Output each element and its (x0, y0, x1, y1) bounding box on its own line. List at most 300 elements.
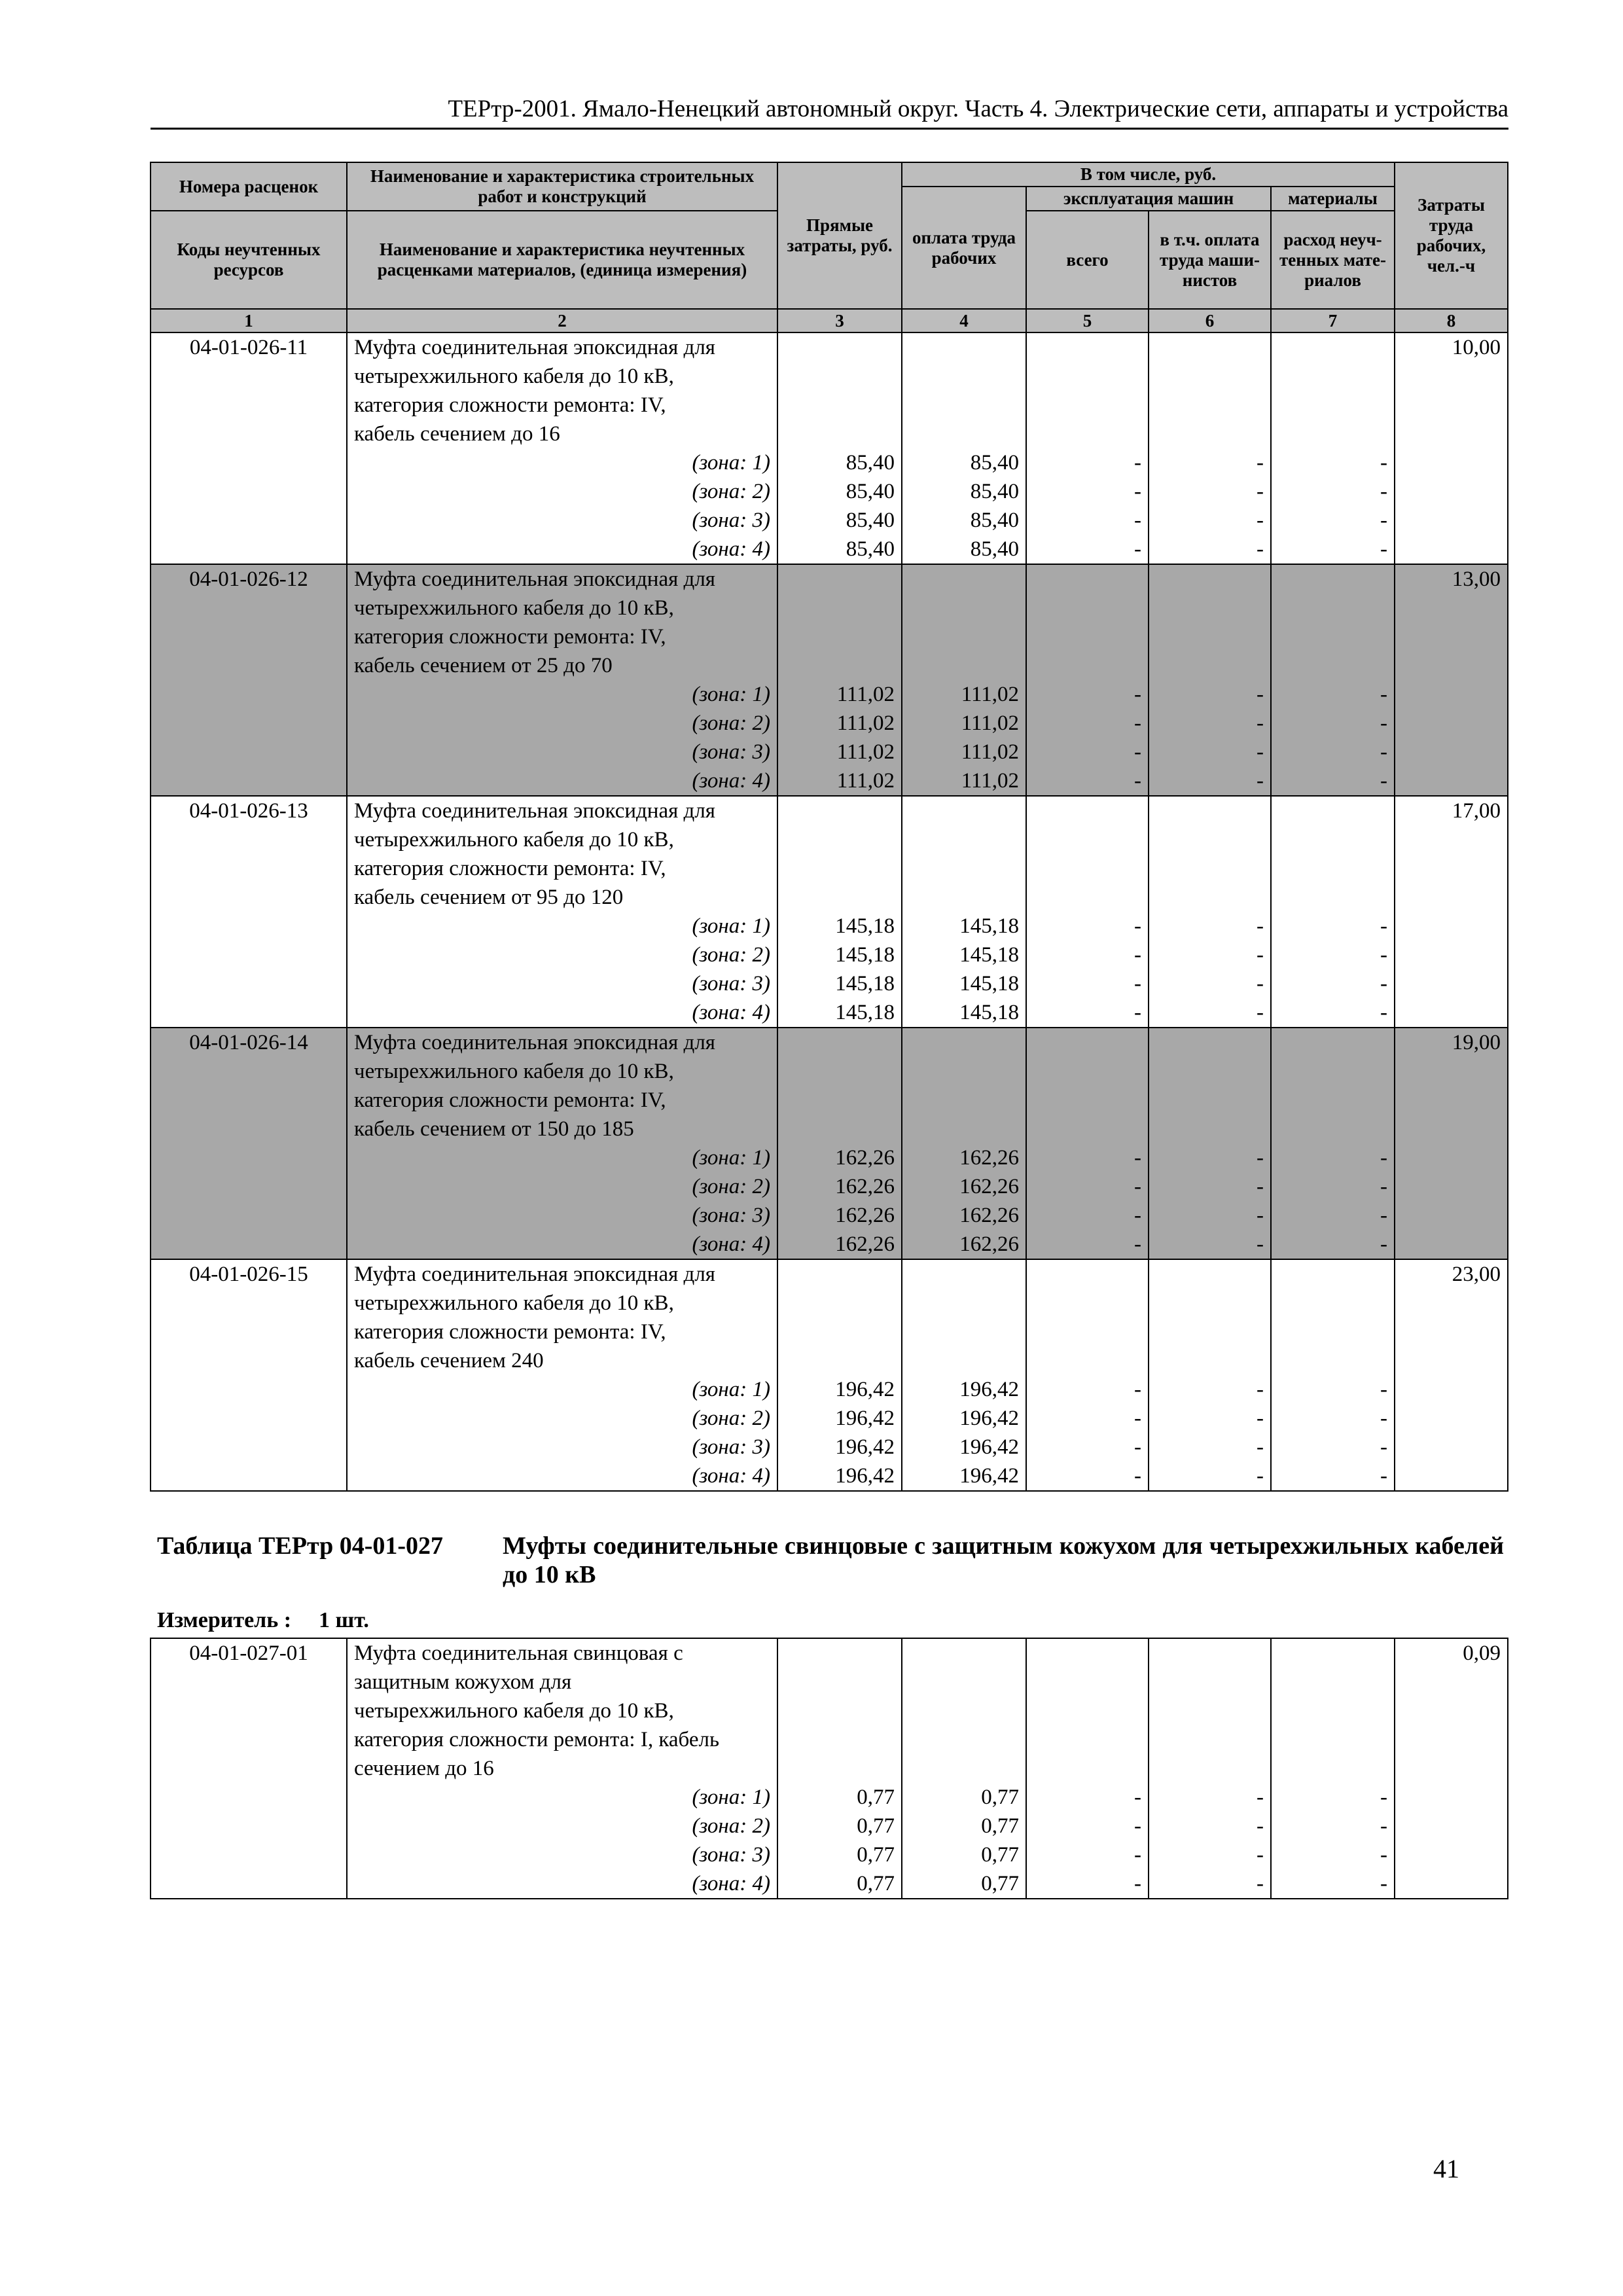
blank-line (909, 1725, 1019, 1754)
description-line: Муфта соединительная эпоксидная для (354, 567, 715, 591)
blank-line (785, 797, 895, 825)
col-direct-costs: Прямые затраты, руб. (777, 162, 902, 309)
material-consumption: - (1380, 537, 1387, 561)
rate-code-text: 04-01-026-13 (189, 799, 308, 823)
material-consumption: - (1380, 943, 1387, 967)
machine-total: - (1134, 480, 1141, 503)
worker-pay: 85,40 (970, 509, 1019, 532)
col-materials: материалы (1271, 187, 1395, 211)
blank-line (1278, 651, 1387, 680)
blank-line (1033, 1346, 1141, 1375)
description-line: Муфта соединительная эпоксидная для (354, 1031, 715, 1054)
zone-label: (зона: 2) (692, 480, 770, 503)
col-number: 6 (1149, 309, 1271, 332)
rate-code-text: 04-01-026-12 (189, 567, 308, 591)
material-consumption-cell (1271, 1638, 1395, 1899)
labor-cost-cell (1395, 332, 1508, 564)
blank-line (1033, 651, 1141, 680)
blank-line (909, 1086, 1019, 1115)
machinist-pay: - (1257, 683, 1264, 706)
blank-line (1033, 883, 1141, 912)
description-line: категория сложности ремонта: IV, (354, 393, 666, 417)
blank-line (909, 594, 1019, 622)
direct-cost: 85,40 (846, 537, 895, 561)
blank-line (785, 1696, 895, 1725)
labor-cost-cell (1395, 796, 1508, 1028)
worker-pay: 111,02 (961, 740, 1019, 764)
blank-line (1033, 333, 1141, 362)
blank-line (1278, 1115, 1387, 1143)
material-consumption: - (1380, 769, 1387, 793)
worker-pay: 145,18 (959, 943, 1019, 967)
material-consumption: - (1380, 914, 1387, 938)
machinist-pay-cell (1149, 332, 1271, 564)
direct-cost-cell (777, 1028, 902, 1259)
rate-code-text: 04-01-026-15 (189, 1263, 308, 1286)
blank-line (909, 825, 1019, 854)
machine-total: - (1134, 1407, 1141, 1430)
machine-total: - (1134, 1435, 1141, 1459)
table-row (151, 1028, 1508, 1259)
machine-total: - (1134, 509, 1141, 532)
blank-line (785, 1289, 895, 1318)
blank-line (1278, 1028, 1387, 1057)
material-consumption: - (1380, 1872, 1387, 1895)
blank-line (785, 1318, 895, 1346)
blank-line (785, 391, 895, 420)
blank-line (1278, 1289, 1387, 1318)
machinist-pay: - (1257, 1407, 1264, 1430)
blank-line (785, 883, 895, 912)
worker-pay: 196,42 (959, 1435, 1019, 1459)
blank-line (1156, 565, 1264, 594)
rate-code-text: 04-01-027-01 (189, 1641, 308, 1665)
machinist-pay: - (1257, 943, 1264, 967)
machine-total: - (1134, 914, 1141, 938)
worker-pay: 111,02 (961, 769, 1019, 793)
machinist-pay-cell (1149, 564, 1271, 796)
col-resource-codes: Коды неучтенных ресурсов (151, 211, 347, 309)
worker-pay: 145,18 (959, 972, 1019, 996)
direct-cost: 145,18 (835, 914, 895, 938)
blank-line (785, 1668, 895, 1696)
direct-cost: 162,26 (835, 1146, 895, 1170)
direct-cost: 0,77 (857, 1872, 895, 1895)
table-row (151, 1259, 1508, 1491)
blank-line (1278, 362, 1387, 391)
blank-line (785, 622, 895, 651)
blank-line (785, 1086, 895, 1115)
worker-pay: 85,40 (970, 480, 1019, 503)
blank-line (909, 797, 1019, 825)
machine-total-cell (1026, 564, 1149, 796)
col-material-name: Наименование и характеристика неучтенных расценками материалов, (единица измерения) (347, 211, 777, 309)
material-consumption: - (1380, 740, 1387, 764)
table-row (151, 1638, 1508, 1899)
rates-table-2 (150, 1638, 1508, 1899)
machine-total: - (1134, 1001, 1141, 1024)
blank-line (909, 391, 1019, 420)
worker-pay-cell (902, 1638, 1026, 1899)
blank-line (1156, 797, 1264, 825)
description-line: четырехжильного кабеля до 10 кВ, (354, 1699, 674, 1723)
zone-label: (зона: 4) (692, 537, 770, 561)
worker-pay: 145,18 (959, 914, 1019, 938)
machine-total: - (1134, 1872, 1141, 1895)
blank-line (1156, 854, 1264, 883)
col-number: 1 (151, 309, 347, 332)
blank-line (1033, 1318, 1141, 1346)
zone-label: (зона: 3) (692, 1204, 770, 1227)
machinist-pay-cell (1149, 1028, 1271, 1259)
machinist-pay: - (1257, 1814, 1264, 1838)
blank-line (1278, 1668, 1387, 1696)
blank-line (1278, 333, 1387, 362)
blank-line (1033, 1696, 1141, 1725)
col-labor-costs: Затраты труда рабочих, чел.-ч (1395, 162, 1508, 309)
machine-total: - (1134, 1378, 1141, 1401)
material-consumption-cell (1271, 1028, 1395, 1259)
direct-cost-cell (777, 332, 902, 564)
machine-total: - (1134, 1814, 1141, 1838)
material-consumption: - (1380, 711, 1387, 735)
col-number: 5 (1026, 309, 1149, 332)
material-consumption: - (1380, 1146, 1387, 1170)
machine-total-cell (1026, 1638, 1149, 1899)
direct-cost: 111,02 (836, 740, 895, 764)
blank-line (909, 1639, 1019, 1668)
blank-line (1156, 391, 1264, 420)
worker-pay-cell (902, 564, 1026, 796)
material-consumption: - (1380, 683, 1387, 706)
rate-code (151, 1028, 347, 1259)
blank-line (785, 1725, 895, 1754)
description-line: четырехжильного кабеля до 10 кВ, (354, 1060, 674, 1083)
col-number: 4 (902, 309, 1026, 332)
direct-cost: 162,26 (835, 1204, 895, 1227)
machine-total: - (1134, 1232, 1141, 1256)
worker-pay: 145,18 (959, 1001, 1019, 1024)
material-consumption: - (1380, 1435, 1387, 1459)
machinist-pay-cell (1149, 1259, 1271, 1491)
blank-line (1033, 1725, 1141, 1754)
zone-label: (зона: 3) (692, 1843, 770, 1867)
blank-line (1033, 594, 1141, 622)
blank-line (1033, 1668, 1141, 1696)
direct-cost: 162,26 (835, 1175, 895, 1198)
page-header: ТЕРтр-2001. Ямало-Ненецкий автономный округ. Часть 4. Электрические сети, аппараты и устройства (151, 95, 1508, 130)
machinist-pay: - (1257, 1001, 1264, 1024)
rate-code (151, 1259, 347, 1491)
zone-label: (зона: 3) (692, 1435, 770, 1459)
worker-pay: 85,40 (970, 451, 1019, 475)
zone-label: (зона: 1) (692, 1146, 770, 1170)
material-consumption-cell (1271, 332, 1395, 564)
zone-label: (зона: 2) (692, 943, 770, 967)
blank-line (1278, 1057, 1387, 1086)
machine-total: - (1134, 1204, 1141, 1227)
blank-line (1156, 333, 1264, 362)
zone-label: (зона: 2) (692, 1407, 770, 1430)
machine-total: - (1134, 1146, 1141, 1170)
blank-line (785, 1115, 895, 1143)
table-head (151, 162, 1508, 332)
direct-cost: 85,40 (846, 509, 895, 532)
blank-line (1278, 1725, 1387, 1754)
blank-line (909, 1115, 1019, 1143)
blank-line (1156, 1696, 1264, 1725)
worker-pay-cell (902, 332, 1026, 564)
material-consumption: - (1380, 480, 1387, 503)
blank-line (1278, 883, 1387, 912)
table-label: Таблица ТЕРтр 04-01-027 (157, 1532, 444, 1560)
material-consumption: - (1380, 1175, 1387, 1198)
blank-line (1156, 1028, 1264, 1057)
table-row (151, 796, 1508, 1028)
direct-cost: 162,26 (835, 1232, 895, 1256)
machinist-pay: - (1257, 972, 1264, 996)
rate-description (347, 1638, 777, 1899)
material-consumption: - (1380, 1785, 1387, 1809)
worker-pay: 111,02 (961, 683, 1019, 706)
description-line: категория сложности ремонта: I, кабель (354, 1728, 720, 1751)
description-line: кабель сечением от 150 до 185 (354, 1117, 634, 1141)
blank-line (785, 1754, 895, 1783)
direct-cost: 0,77 (857, 1843, 895, 1867)
machine-total: - (1134, 769, 1141, 793)
machine-total: - (1134, 537, 1141, 561)
description-line: категория сложности ремонта: IV, (354, 1320, 666, 1344)
blank-line (785, 594, 895, 622)
worker-pay: 196,42 (959, 1407, 1019, 1430)
worker-pay: 111,02 (961, 711, 1019, 735)
blank-line (1156, 1115, 1264, 1143)
rate-code (151, 1638, 347, 1899)
blank-line (1033, 622, 1141, 651)
blank-line (1278, 420, 1387, 448)
blank-line (785, 362, 895, 391)
direct-cost-cell (777, 564, 902, 796)
machinist-pay: - (1257, 914, 1264, 938)
direct-cost: 111,02 (836, 711, 895, 735)
blank-line (1278, 1754, 1387, 1783)
description-line: Муфта соединительная эпоксидная для (354, 1263, 715, 1286)
col-including: В том числе, руб. (902, 162, 1395, 187)
labor-cost: 13,00 (1452, 567, 1501, 591)
machinist-pay: - (1257, 1843, 1264, 1867)
labor-cost-cell (1395, 564, 1508, 796)
direct-cost: 196,42 (835, 1464, 895, 1488)
zone-label: (зона: 3) (692, 740, 770, 764)
direct-cost: 145,18 (835, 972, 895, 996)
blank-line (1278, 565, 1387, 594)
blank-line (1156, 1754, 1264, 1783)
material-consumption: - (1380, 1378, 1387, 1401)
worker-pay: 196,42 (959, 1378, 1019, 1401)
worker-pay: 0,77 (981, 1872, 1019, 1895)
machinist-pay: - (1257, 451, 1264, 475)
blank-line (1156, 1346, 1264, 1375)
blank-line (1156, 1668, 1264, 1696)
description-line: защитным кожухом для (354, 1670, 572, 1694)
blank-line (1033, 1086, 1141, 1115)
table-body-2 (151, 1638, 1508, 1899)
blank-line (1156, 883, 1264, 912)
rate-code (151, 332, 347, 564)
zone-label: (зона: 2) (692, 1175, 770, 1198)
machine-total: - (1134, 683, 1141, 706)
machinist-pay-cell (1149, 1638, 1271, 1899)
direct-cost: 196,42 (835, 1435, 895, 1459)
blank-line (785, 1260, 895, 1289)
blank-line (1033, 797, 1141, 825)
labor-cost-cell (1395, 1259, 1508, 1491)
labor-cost: 0,09 (1463, 1641, 1501, 1665)
zone-label: (зона: 4) (692, 1232, 770, 1256)
machine-total: - (1134, 451, 1141, 475)
machine-total-cell (1026, 1259, 1149, 1491)
blank-line (1033, 1639, 1141, 1668)
blank-line (1156, 825, 1264, 854)
direct-cost-cell (777, 1259, 902, 1491)
zone-label: (зона: 4) (692, 1001, 770, 1024)
direct-cost: 111,02 (836, 769, 895, 793)
machinist-pay: - (1257, 1204, 1264, 1227)
rate-code (151, 564, 347, 796)
material-consumption: - (1380, 1843, 1387, 1867)
description-line: четырехжильного кабеля до 10 кВ, (354, 1291, 674, 1315)
blank-line (909, 622, 1019, 651)
blank-line (785, 565, 895, 594)
zone-label: (зона: 4) (692, 1464, 770, 1488)
description-line: категория сложности ремонта: IV, (354, 1088, 666, 1112)
blank-line (909, 1754, 1019, 1783)
column-numbers-row (151, 309, 1508, 332)
blank-line (909, 1668, 1019, 1696)
material-consumption: - (1380, 451, 1387, 475)
material-consumption: - (1380, 1232, 1387, 1256)
worker-pay: 162,26 (959, 1175, 1019, 1198)
direct-cost: 111,02 (836, 683, 895, 706)
blank-line (785, 1028, 895, 1057)
measure-label: Измеритель : (157, 1608, 292, 1632)
material-consumption: - (1380, 1204, 1387, 1227)
machinist-pay: - (1257, 1378, 1264, 1401)
blank-line (785, 333, 895, 362)
direct-cost: 0,77 (857, 1785, 895, 1809)
blank-line (1033, 1115, 1141, 1143)
machinist-pay: - (1257, 711, 1264, 735)
blank-line (1278, 797, 1387, 825)
machinist-pay: - (1257, 1785, 1264, 1809)
description-line: Муфта соединительная эпоксидная для (354, 336, 715, 359)
worker-pay-cell (902, 796, 1026, 1028)
description-line: четырехжильного кабеля до 10 кВ, (354, 596, 674, 620)
direct-cost-cell (777, 1638, 902, 1899)
material-consumption: - (1380, 509, 1387, 532)
description-line: кабель сечением 240 (354, 1349, 544, 1372)
blank-line (1156, 594, 1264, 622)
rate-code (151, 796, 347, 1028)
col-machinist-pay: в т.ч. оплата труда маши-нистов (1149, 211, 1271, 309)
zone-label: (зона: 4) (692, 1872, 770, 1895)
blank-line (909, 1696, 1019, 1725)
blank-line (1156, 1086, 1264, 1115)
material-consumption: - (1380, 1407, 1387, 1430)
description-line: сечением до 16 (354, 1757, 494, 1780)
rate-code-text: 04-01-026-11 (189, 336, 308, 359)
blank-line (909, 854, 1019, 883)
rate-description (347, 1259, 777, 1491)
col-total: всего (1026, 211, 1149, 309)
blank-line (1156, 1260, 1264, 1289)
blank-line (909, 333, 1019, 362)
blank-line (785, 1057, 895, 1086)
material-consumption: - (1380, 972, 1387, 996)
worker-pay-cell (902, 1259, 1026, 1491)
machine-total: - (1134, 1464, 1141, 1488)
labor-cost: 23,00 (1452, 1263, 1501, 1286)
worker-pay: 162,26 (959, 1204, 1019, 1227)
blank-line (1156, 1289, 1264, 1318)
machine-total: - (1134, 972, 1141, 996)
blank-line (1156, 651, 1264, 680)
col-number: 8 (1395, 309, 1508, 332)
material-consumption: - (1380, 1464, 1387, 1488)
description-line: кабель сечением от 95 до 120 (354, 886, 624, 909)
labor-cost: 17,00 (1452, 799, 1501, 823)
measure-unit (157, 1607, 369, 1634)
machinist-pay: - (1257, 1232, 1264, 1256)
table-row (151, 564, 1508, 796)
blank-line (909, 362, 1019, 391)
material-consumption-cell (1271, 564, 1395, 796)
blank-line (909, 1289, 1019, 1318)
blank-line (1278, 1346, 1387, 1375)
direct-cost: 196,42 (835, 1378, 895, 1401)
blank-line (785, 825, 895, 854)
blank-line (1033, 1057, 1141, 1086)
zone-label: (зона: 4) (692, 769, 770, 793)
machinist-pay: - (1257, 509, 1264, 532)
labor-cost-cell (1395, 1638, 1508, 1899)
machinist-pay: - (1257, 1435, 1264, 1459)
zone-label: (зона: 3) (692, 509, 770, 532)
material-consumption-cell (1271, 796, 1395, 1028)
labor-cost-cell (1395, 1028, 1508, 1259)
blank-line (1033, 565, 1141, 594)
blank-line (1033, 420, 1141, 448)
worker-pay-cell (902, 1028, 1026, 1259)
description-line: четырехжильного кабеля до 10 кВ, (354, 828, 674, 852)
direct-cost: 85,40 (846, 451, 895, 475)
zone-label: (зона: 1) (692, 1378, 770, 1401)
table-caption: Муфты соединительные свинцовые с защитным кожухом для четырехжильных кабелей до 10 кВ (503, 1532, 1504, 1588)
zone-label: (зона: 1) (692, 683, 770, 706)
measure-value: 1 шт. (319, 1608, 369, 1632)
worker-pay: 85,40 (970, 537, 1019, 561)
col-work-name: Наименование и характеристика строительных работ и конструкций (347, 162, 777, 211)
col-worker-pay: оплата труда рабочих (902, 187, 1026, 309)
direct-cost: 145,18 (835, 943, 895, 967)
machine-total: - (1134, 711, 1141, 735)
direct-cost: 196,42 (835, 1407, 895, 1430)
blank-line (785, 651, 895, 680)
blank-line (1156, 420, 1264, 448)
direct-cost: 85,40 (846, 480, 895, 503)
blank-line (909, 1028, 1019, 1057)
direct-cost-cell (777, 796, 902, 1028)
